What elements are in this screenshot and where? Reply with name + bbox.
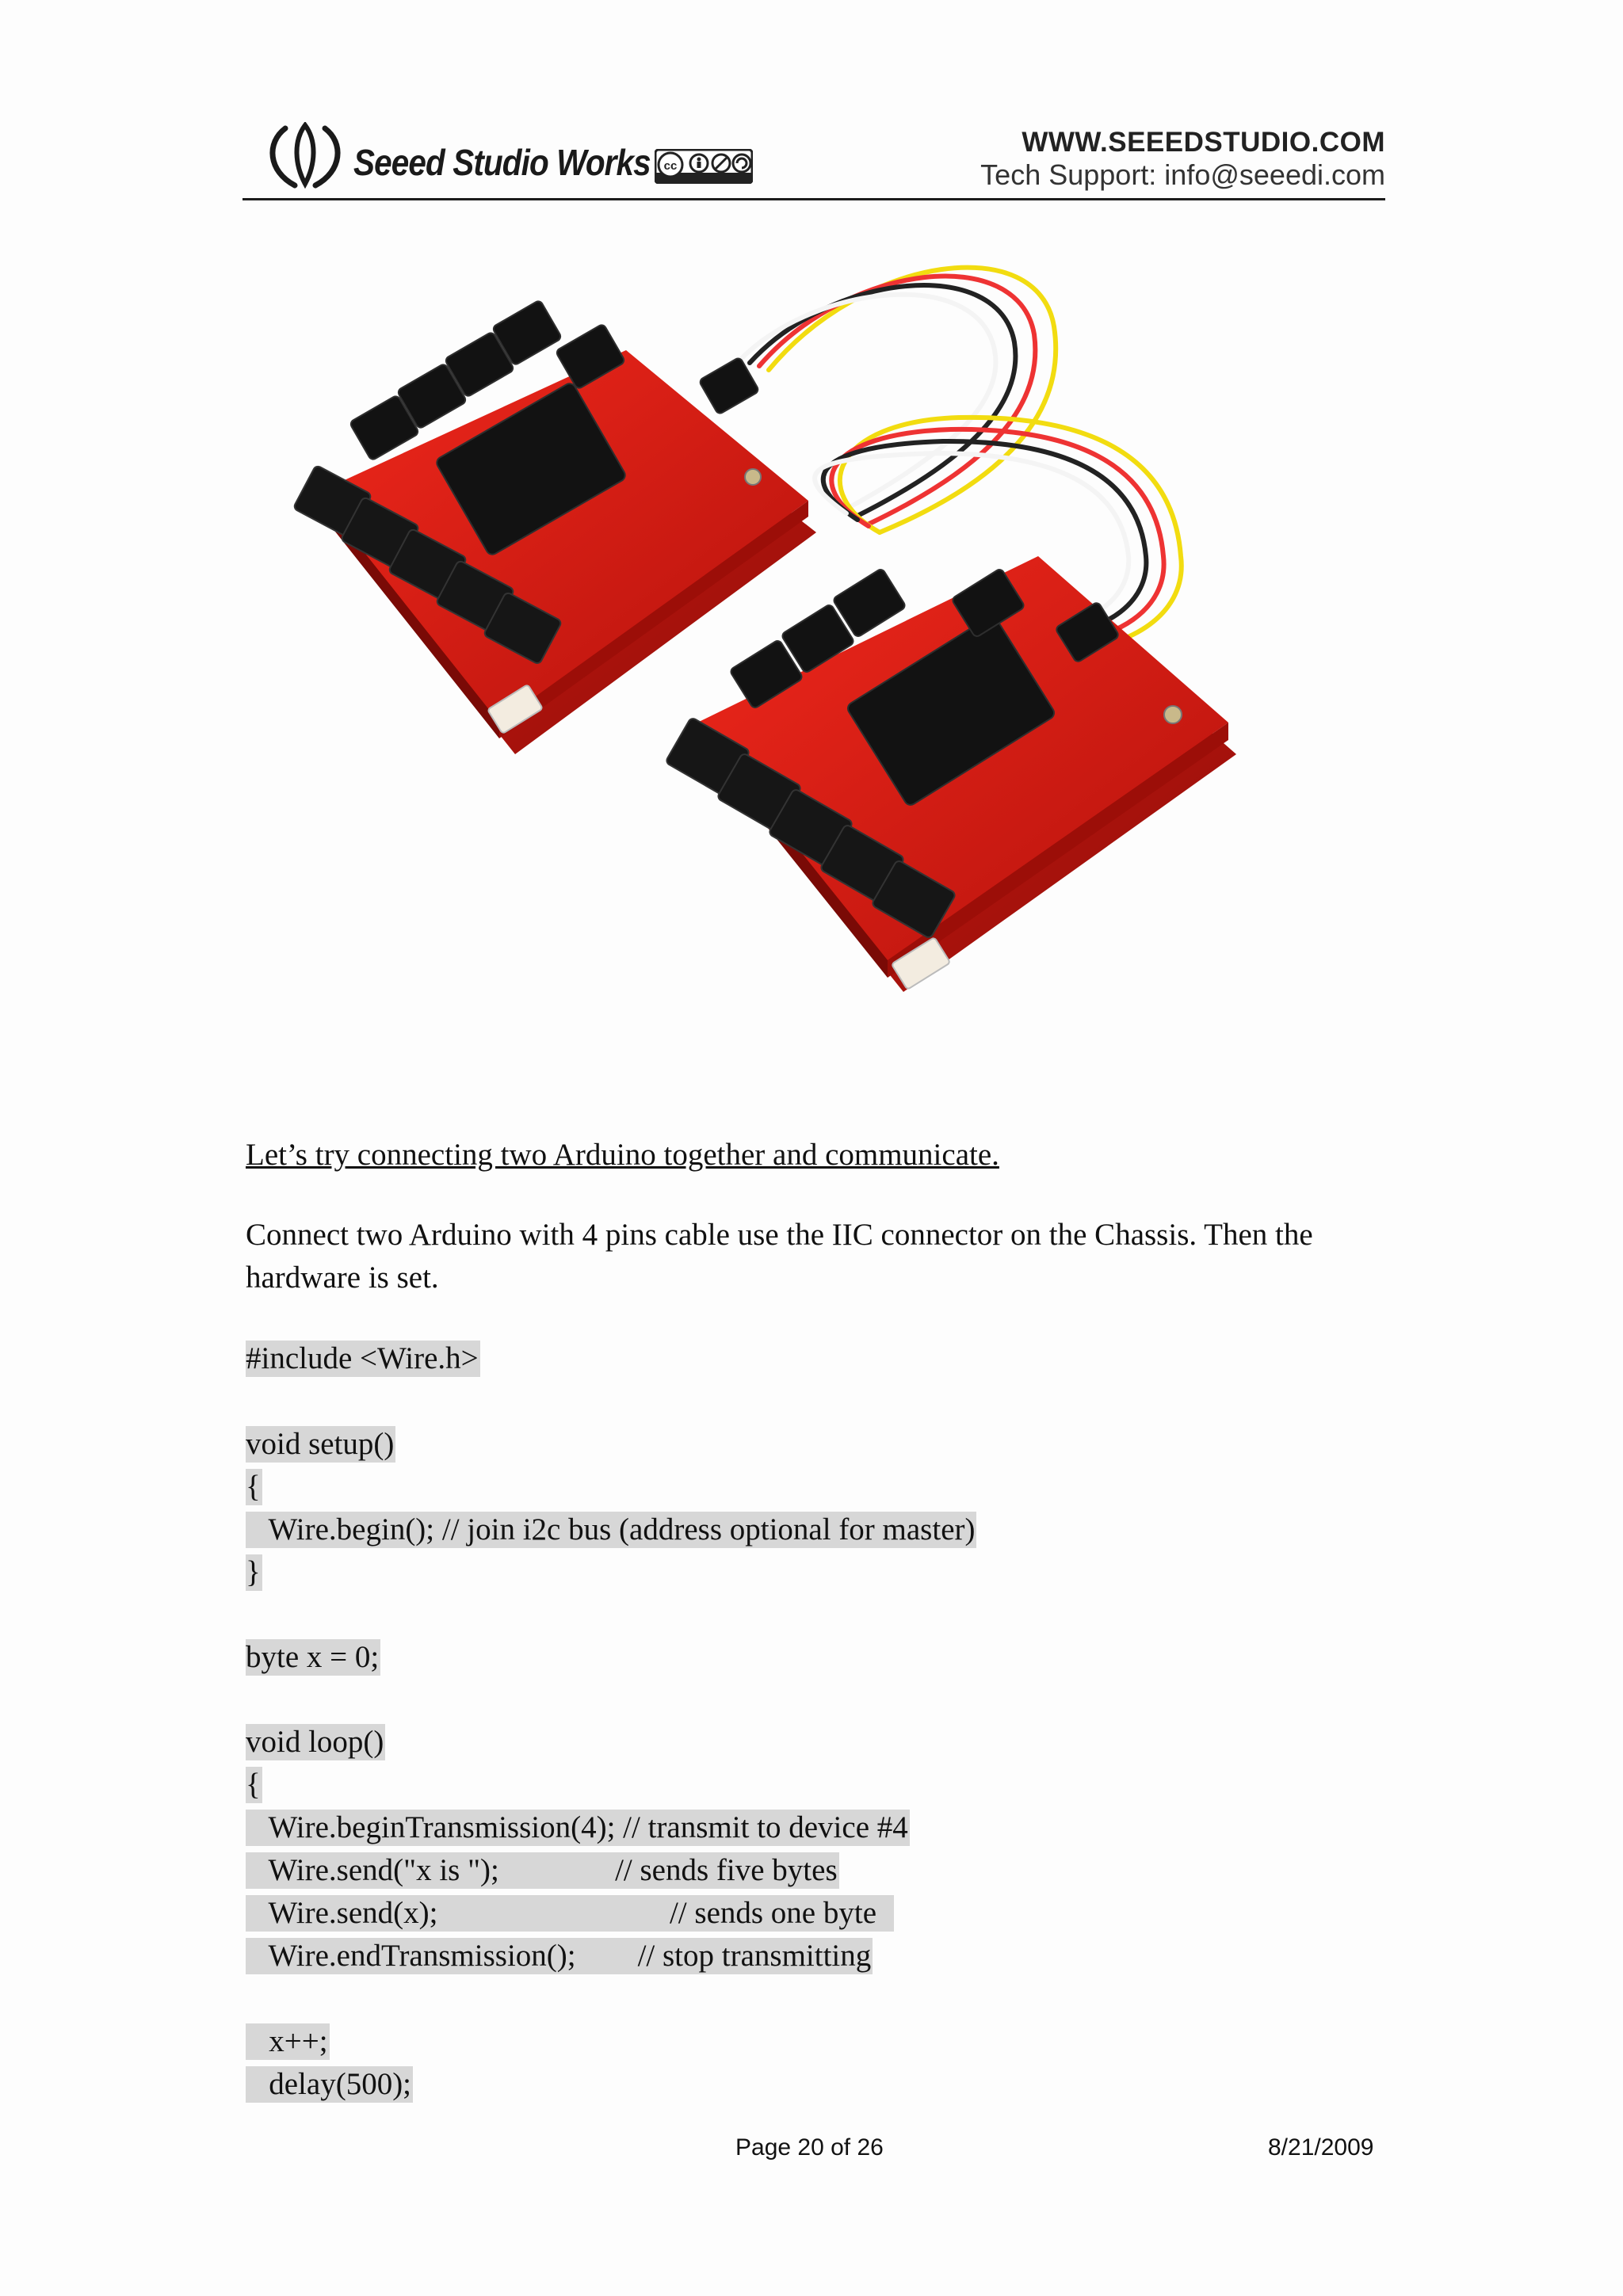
- code-line: Wire.beginTransmission(4); // transmit to device #4: [246, 1810, 908, 1844]
- code-line: Wire.send(x); // sends one byte: [246, 1896, 892, 1930]
- section-heading: Let’s try connecting two Arduino together and communicate.: [246, 1138, 999, 1172]
- code-line: void setup(): [246, 1427, 395, 1461]
- code-line: }: [246, 1555, 261, 1589]
- support-email: Tech Support: info@seeedi.com: [980, 158, 1385, 191]
- website-url: WWW.SEEEDSTUDIO.COM: [1022, 127, 1385, 158]
- code-line: #include <Wire.h>: [246, 1341, 479, 1375]
- cc-by-nc-sa-icon: [655, 149, 753, 184]
- left-board: [293, 299, 816, 754]
- page-date: 8/21/2009: [1268, 2134, 1374, 2161]
- brand-name: Seeed Studio Works: [353, 142, 651, 183]
- arduino-chassis-boards-photo: [262, 208, 1292, 1071]
- code-line: Wire.endTransmission(); // stop transmitting: [246, 1939, 872, 1973]
- code-line: {: [246, 1768, 261, 1802]
- page-header: [242, 119, 1385, 198]
- svg-text:cc: cc: [663, 159, 678, 173]
- code-line: x++;: [246, 2024, 328, 2058]
- code-line: void loop(): [246, 1725, 384, 1759]
- page-number: Page 20 of 26: [735, 2134, 884, 2161]
- intro-paragraph: Connect two Arduino with 4 pins cable use the IIC connector on the Chassis. Then the hardware is set.: [246, 1218, 1313, 1295]
- code-line: delay(500);: [246, 2067, 412, 2101]
- code-line: Wire.begin(); // join i2c bus (address optional for master): [246, 1512, 976, 1547]
- code-line: Wire.send("x is "); // sends five bytes: [246, 1853, 838, 1887]
- code-line: byte x = 0;: [246, 1640, 380, 1674]
- header-divider: [242, 198, 1385, 200]
- seeed-logo-icon: [262, 122, 349, 190]
- code-line: {: [246, 1470, 261, 1504]
